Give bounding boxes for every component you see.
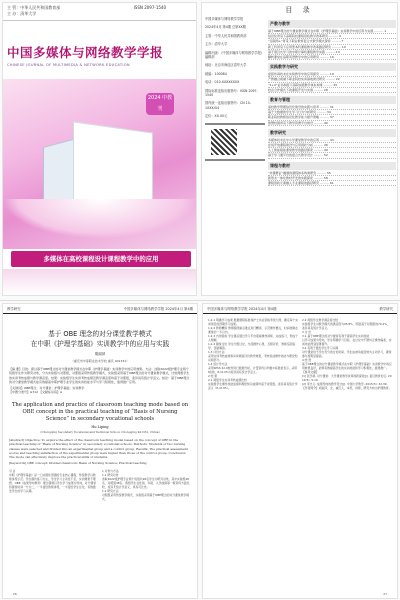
abstract-zh: 【摘 要】目的：探讨基于OBE理念的对分课堂教学模式在中职《护理学基础》实训教学中的应用效果。方法：选取2022级护理专业两个班级学生作为研究对象，分为实验组与对照组，对照组采用传统教学模式，实验组采用基于OBE理念的对分课堂教学模式，比较两组学生的实训考核成绩与教学满意度。结果：实验组学生实训考核成绩及教学满意度均高于对照组，差异具有统计学意义。结论：基于OBE理念的对分课堂教学模式能有效提高中职护理专业学生的实训技能水平与学习积极性，值得推广应用。 — [9, 367, 190, 385]
article-author-zh: 胡丽萍 — [94, 352, 106, 356]
toc-entry: 新形态一体化教材开发的实践探索 ……… 58 — [268, 176, 396, 181]
toc-entry: 校企合作模式下的课程开发与实施 ……… 28 — [268, 88, 396, 93]
toc-entry: 职业院校教师信息化教学能力提升策略 ……… 37 — [268, 115, 396, 120]
cover-header — [3, 3, 196, 21]
running-header-right: 教学研究 — [379, 307, 393, 311]
article-page-right — [202, 303, 398, 599]
toc-entry: 翻转课堂在高职英语教学中的应用研究 ……… 16 — [268, 55, 396, 60]
toc-info-line: 主管：中华人民共和国教育部 — [205, 33, 247, 38]
toc-info-line: 地址：北京市海淀区清华大学 — [205, 63, 247, 68]
page-number-right: · 27 · — [381, 592, 389, 596]
toc-info-line: 国际标准连续出版物号：ISSN 2097-1540 — [205, 88, 258, 98]
body-column-1: 引 言 中职《护理学基础》是一门实践性很强的专业核心课程，传统教学以教师讲授示范、学生模仿练习为主，学生学习主动性不足，实训效果不理想。OBE（成果导向教育）理念强调以学生学习成果为导向，对分课堂将课堂时间一分为二，一半留给教师讲授，一半留给学生讨论，有效激发学生的学习兴趣。 — [9, 469, 96, 494]
article-affiliation-zh: （重庆市中等职业技术学校 重庆 401331） — [70, 359, 130, 363]
issue-badge: 2024 中教刊 — [146, 93, 174, 115]
table-of-contents — [201, 2, 398, 296]
toc-section-title: 实践教学与研究 — [268, 63, 396, 71]
body-column-2: 2.2 两组学生教学满意度比较 实验组学生对教学模式的满意度为95.8%，明显高于对照组的79.2%，差异具有统计学意义。 3 讨 论 3.1 基于OBE理念的对分课堂有利于提高学生实训技能 以学习成果为导向，学生明确学习目标，在讨论中不断纠正操作偏差，实训技能得到显著提升。 3.2 有利于激发学生学习兴趣 对分课堂给予学生充分的讨论时间，学生由被动接受转为主动学习，课堂参与度明显提高。 4 结 语 基于OBE理念的对分课堂教学模式在中职《护理学基础》实训教学中的应用效果良好，能够有效提高学生的实训技能和学习积极性，值得推广。 【参考文献】 [1] 张学新. 对分课堂：大学课堂教学改革的新探索[J]. 复旦教育论坛, 2014(5): 5-10. [2] 李志义. 成果导向的教学设计[J]. 中国大学教学, 2015(3): 32-39. 【作者简介】胡丽萍，女，重庆人，本科，讲师，研究方向为护理教育。 — [302, 318, 392, 390]
body-column-1: 1.2.1 明确学习成果 根据课程标准和护士执业资格考试大纲，确定每个实训项目的预期学习成果。 1.2.2 教师精讲 教师围绕重点难点进行精讲，示范操作要点，时间控制在课堂的一半以内。 1.2.3 内化吸收 学生课后通过学习平台观看操作视频，完成练习，形成个人理解。 1.2.4 隔堂讨论 学生分组讨论，交流操作心得，互相评价，教师巡回指导，答疑解惑。 1.3 评价方法 采用实训考核成绩和问卷调查评价教学效果，考核包括操作技能与理论知识两部分。 1.4 统计学方法 采用SPSS 22.0软件进行数据分析，计量资料以均数±标准差表示，采用t检验，P<0.05为差异具有统计学意义。 2 结 果 2.1 两组学生实训考核成绩比较 实验组学生操作技能成绩和理论知识成绩均高于对照组，差异具有统计学意义（P<0.05）。 — [208, 318, 299, 390]
toc-entry: “1+X”证书制度下高职实践教学体系构建 ……… 25 — [268, 83, 396, 88]
toc-entry: 高校教学管理信息化建设的实践与思考 ……… 31 — [268, 105, 396, 110]
cover-issn: ISSN 2097-1540 — [133, 5, 166, 10]
toc-entry: 产教融合视域下职业院校实训基地建设研究 ……… 22 — [268, 77, 396, 82]
toc-entry: 新工科背景下应用型本科课程教学改革路径研究 ……… 10 — [268, 45, 396, 50]
toc-entry: 人工智能赋能课堂教学的路径探索 ……… 49 — [268, 148, 396, 153]
running-header — [3, 304, 197, 314]
abstract-en: [Abstract] Objective: To explore the effect of the classroom teaching model based on the concept of OBE in the practical teaching of “Basis of Nursing Science” in secondary vocational schools. Methods: Students of two nursing classes were selected and divided into an experimental group and a control group. Results: The practical assessment scores and teaching satisfaction of the experimental group were higher than those of the control group. Conclusion: The mode can effectively improve the practical skills of students. — [9, 437, 188, 460]
cover-banner: 多媒体在高校课程设计课程教学中的应用 — [11, 251, 191, 267]
toc-entry: 在线开放课程建设与应用现状分析 ……… 46 — [268, 143, 396, 148]
toc-info-line: 中国多媒体与网络教学学报 — [205, 17, 244, 21]
divider — [205, 159, 265, 161]
article-title-zh-line2: 在中职《护理学基础》实训教学中的应用与实践 — [30, 340, 170, 348]
toc-entry: 基于项目式学习的中职计算机课程教学实践 ……… 13 — [268, 50, 396, 55]
toc-entry: 信息化背景下高职院校课程思政教学改革研究 ……… 4 — [268, 34, 396, 39]
toc-info-list — [205, 17, 265, 119]
toc-info-line: 国内统一连续出版物号：CN 10-1XXX/G4 — [205, 101, 251, 110]
toc-info-line: 2024年4月 第4期 总第XX期 — [205, 25, 246, 30]
cover-title-en: CHINESE JOURNAL OF MULTIMEDIA & NETWORK EDUCATION — [7, 63, 130, 67]
article-author-en: Hu Liping — [91, 424, 109, 429]
running-header-left: 教学研究 — [7, 307, 21, 311]
article-title-en: The application and practice of classroom teaching mode based on OBE concept in the practical teaching of “Basis of Nursing Science” in secondary vocational schools — [11, 402, 189, 423]
toc-info-line: 定价：XX.00元 — [205, 114, 228, 119]
running-header — [203, 304, 397, 314]
classification-zh: 【中图分类号】G712 【文献标识码】A — [9, 390, 63, 395]
bottom-spread — [0, 300, 400, 600]
cover-organizer: 主 办：清华大学 — [7, 11, 37, 16]
cover-artwork — [3, 79, 197, 249]
cover-sponsor: 主 管：中华人民共和国教育部 — [7, 5, 61, 10]
article-page-left — [2, 303, 198, 599]
toc-entry: 基于学习通平台的混合式教学设计 ……… 52 — [268, 153, 396, 158]
toc-info-line: 编辑出版：《中国多媒体与网络教学学报》编辑部 — [205, 50, 264, 60]
article-title-zh-line1: 基于 OBE 理念的对分课堂教学模式 — [48, 330, 152, 338]
toc-section-title: 课程与教材 — [268, 162, 396, 170]
keywords-zh: 【关键词】OBE理念；对分课堂；护理学基础；实训教学 — [9, 385, 85, 390]
journal-cover — [2, 2, 197, 296]
toc-entry: 多媒体技术在中小学课堂教学中的应用 ……… 43 — [268, 138, 396, 143]
toc-info-line: 主办：清华大学 — [205, 42, 228, 47]
toc-section-title: 教学研究 — [268, 129, 396, 137]
toc-entry: 课程思政元素融入专业课程的路径研究 ……… 61 — [268, 181, 396, 186]
cover-footer — [3, 269, 197, 295]
body-columns — [203, 314, 397, 390]
toc-heading: 目 录 — [285, 6, 314, 14]
article-affiliation-en: (Chongqing Secondary Vocational and Technical School, Chongqing 401331, China) — [40, 429, 160, 434]
toc-entry: “互联网+”背景下职业教育混合式教学模式探索 ……… 7 — [268, 39, 396, 44]
toc-entry: “岗课赛证”融通的课程体系构建研究 ……… 55 — [268, 171, 396, 176]
toc-entry: 智慧校园背景下教学资源平台建设 ……… 40 — [268, 121, 396, 126]
cover-title: 中国多媒体与网络教学学报 — [7, 45, 164, 60]
toc-entries — [268, 17, 396, 295]
toc-entry: 基于OBE理念的分课堂教学模式在中职《护理学基础》实训教学中的应用与实践 ……… 1 — [268, 29, 396, 34]
toc-info-line: 电话：010-XXXXXXXX — [205, 80, 240, 85]
wave-decoration — [3, 199, 197, 239]
toc-section-title: 产教与教学 — [268, 20, 396, 28]
top-spread — [0, 0, 400, 298]
cover-title-band — [7, 43, 191, 77]
qr-code-icon — [211, 129, 237, 155]
toc-info-line: 邮编：100084 — [205, 71, 227, 76]
toc-entry: 虚拟仿真技术在实验教学中的应用探究 ……… 19 — [268, 72, 396, 77]
keywords-en: [Keywords] OBE concept; Divided classroom; Basis of Nursing Science; Practical teaching — [9, 460, 147, 465]
page-number-left: · 26 · — [11, 592, 19, 596]
toc-info-column — [205, 17, 265, 295]
running-header-left: 中国多媒体与网络教学学报 2024年4月 第4期 — [207, 307, 277, 311]
body-column-2: 1 对象与方法 1.1 研究对象 选取2022级护理专业两个班级共96名学生为研究对象，其中实验组48名，对照组48名。两组学生在性别、年龄、入学成绩等一般资料方面比较，差异无统计学意义，具有可比性。 1.2 研究方法 对照组采用传统教学模式，实验组采用基于OBE理念的对分课堂教学模式。 — [102, 469, 190, 502]
divider — [205, 123, 265, 125]
running-header-right: 中国多媒体与网络教学学报 2024年4月 第4期 — [123, 307, 193, 311]
toc-entry: 基于大数据的学生学习行为分析研究 ……… 34 — [268, 110, 396, 115]
body-columns — [3, 465, 197, 501]
toc-section-title: 教育与管理 — [268, 96, 396, 104]
